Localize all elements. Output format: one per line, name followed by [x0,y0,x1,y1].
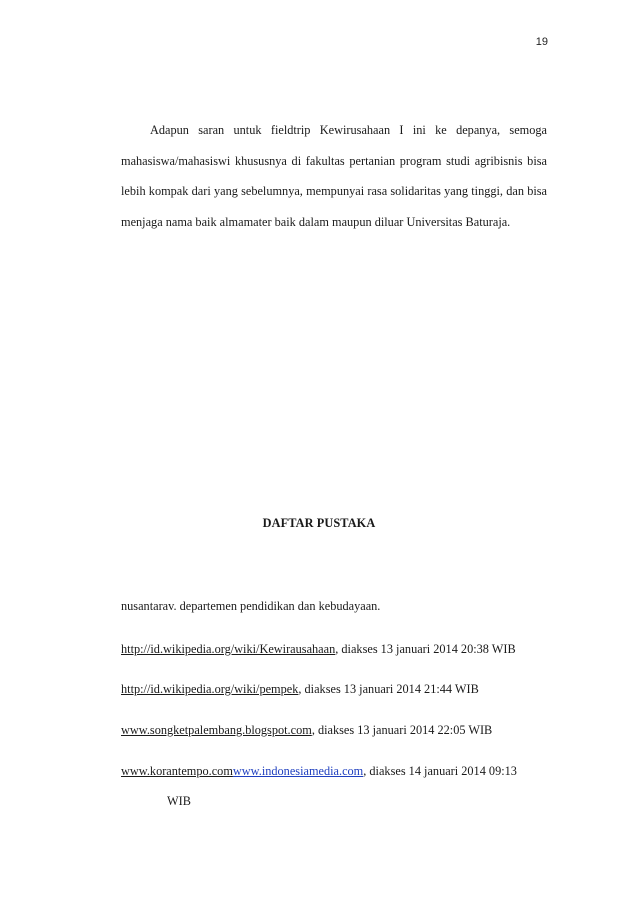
reference-entry-3 [121,682,547,697]
reference-access-info: , diakses 13 januari 2014 22:05 WIB [311,723,493,737]
reference-link-secondary[interactable]: www.indonesiamedia.com [232,764,364,778]
reference-link[interactable]: http://id.wikipedia.org/wiki/pempek [121,682,299,696]
reference-entry-2 [121,642,547,657]
bibliography-heading: DAFTAR PUSTAKA [262,516,376,530]
reference-access-info: , diakses 13 januari 2014 21:44 WIB [298,682,479,696]
reference-links [121,764,517,779]
reference-link[interactable]: www.korantempo.com [121,764,233,778]
body-paragraph [121,115,547,237]
reference-link[interactable]: www.songketpalembang.blogspot.com [121,723,312,737]
reference-entry-5-continuation: WIB [167,794,191,808]
reference-link[interactable]: http://id.wikipedia.org/wiki/Kewirausahaan [121,642,336,656]
reference-entry-4 [121,723,547,738]
reference-text: nusantarav. departemen pendidikan dan kebudayaan. [121,599,381,613]
reference-entry-1 [121,599,547,614]
reference-access-info: , diakses 13 januari 2014 20:38 WIB [335,642,516,656]
reference-entry-5 [121,764,547,779]
page-number: 19 [535,36,548,48]
paragraph-text: Adapun saran untuk fieldtrip Kewirusahaan I ini ke depanya, semoga mahasiswa/mahasiswi khususnya di fakultas pertanian program studi agribisnis bisa lebih kompak dari yang sebelumnya, mempunyai rasa solidaritas yang tinggi, dan bisa menjaga nama baik almamater baik dalam maupun diluar Universitas Baturaja. [121,123,547,229]
reference-access-info: , diakses 14 januari 2014 09:13 [363,764,517,778]
